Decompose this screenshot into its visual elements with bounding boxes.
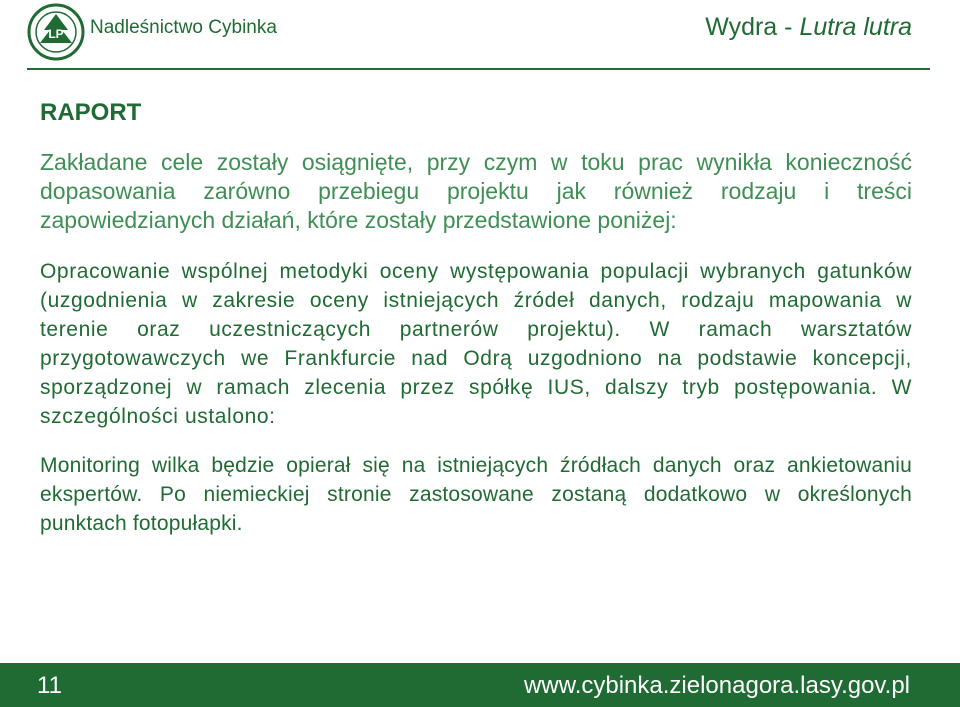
report-intro: Zakładane cele zostały osiągnięte, przy czym w toku prac wynikła konieczność dopasowania zarówno przebiegu projektu jak również rodzaju i treści zapowiedzianych działań, które zostały przedstawione poniżej: [40, 149, 912, 233]
slide-content [40, 98, 912, 558]
header-divider [27, 68, 930, 70]
species-title [705, 13, 912, 42]
website-url[interactable]: www.cybinka.zielonagora.lasy.gov.pl [524, 672, 910, 699]
organization-name: Nadleśnictwo Cybinka [90, 17, 277, 38]
species-common-name: Wydra - [705, 13, 800, 41]
header [0, 0, 960, 70]
footer-bar [0, 663, 960, 707]
report-title: RAPORT [40, 99, 142, 126]
methodology-paragraph: Opracowanie wspólnej metodyki oceny występowania populacji wybranych gatunków (uzgodnienia w zakresie oceny istniejących źródeł danych, rodzaju mapowania w terenie oraz uczestniczących partnerów projektu). W ramach warsztatów przygotowawczych we Frankfurcie nad Odrą uzgodniono na podstawie koncepcji, sporządzonej w ramach zlecenia przez spółkę IUS, dalszy tryb postępowania. W szczególności ustalono: [40, 260, 912, 428]
wolf-monitoring-paragraph: Monitoring wilka będzie opierał się na istniejących źródłach danych oraz ankietowaniu ekspertów. Po niemieckiej stronie zastosowane zostaną dodatkowo w określonych punktach fotopułapki. [40, 454, 912, 535]
svg-text:LP: LP [48, 27, 64, 41]
page-number: 11 [37, 672, 62, 699]
lasy-panstwowe-logo [27, 3, 85, 61]
species-latin-name: Lutra lutra [799, 13, 912, 41]
